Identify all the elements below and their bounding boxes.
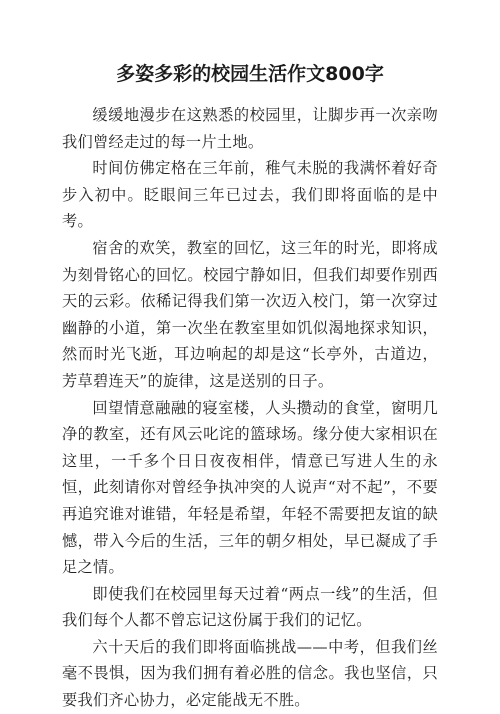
- essay-title: 多姿多彩的校园生活作文800字: [116, 63, 384, 85]
- paragraph-5: 即使我们在校园里每天过着“两点一线”的生活，但我们每个人都不曾忘记这份属于我们的记忆。: [62, 584, 438, 630]
- paragraph-4: 回望情意融融的寝室楼，人头攒动的食堂，窗明几净的教室，还有风云叱诧的篮球场。缘分使大家相识在这里，一千多个日日夜夜相伴，情意已写进人生的永恒，此刻请你对曾经争执冲突的人说声“对不起”，不要再追究谁对谁错，年轻是希望，年轻不需要把友谊的缺憾，带入今后的生活，三年的朝夕相处，早已凝成了手足之情。: [62, 398, 438, 577]
- paragraph-2: 时间仿佛定格在三年前，稚气未脱的我满怀着好奇步入初中。眨眼间三年已过去，我们即将面临的是中考。: [62, 159, 438, 231]
- paragraph-1: 缓缓地漫步在这熟悉的校园里，让脚步再一次亲吻我们曾经走过的每一片土地。: [62, 106, 438, 151]
- paragraph-6: 六十天后的我们即将面临挑战——中考，但我们丝毫不畏惧，因为我们拥有着必胜的信念。我也坚信，只要我们齐心协力，必定能战无不胜。: [62, 637, 438, 710]
- paragraph-3: 宿舍的欢笑，教室的回忆，这三年的时光，即将成为刻骨铭心的回忆。校园宁静如旧，但我们却要作别西天的云彩。依稀记得我们第一次迈入校门，第一次穿过幽静的小道，第一次坐在教室里如饥似渴地探求知识，然而时光飞逝，耳边响起的却是这“长亭外，古道边，芳草碧连天”的旋律，这是送别的日子。: [62, 238, 438, 390]
